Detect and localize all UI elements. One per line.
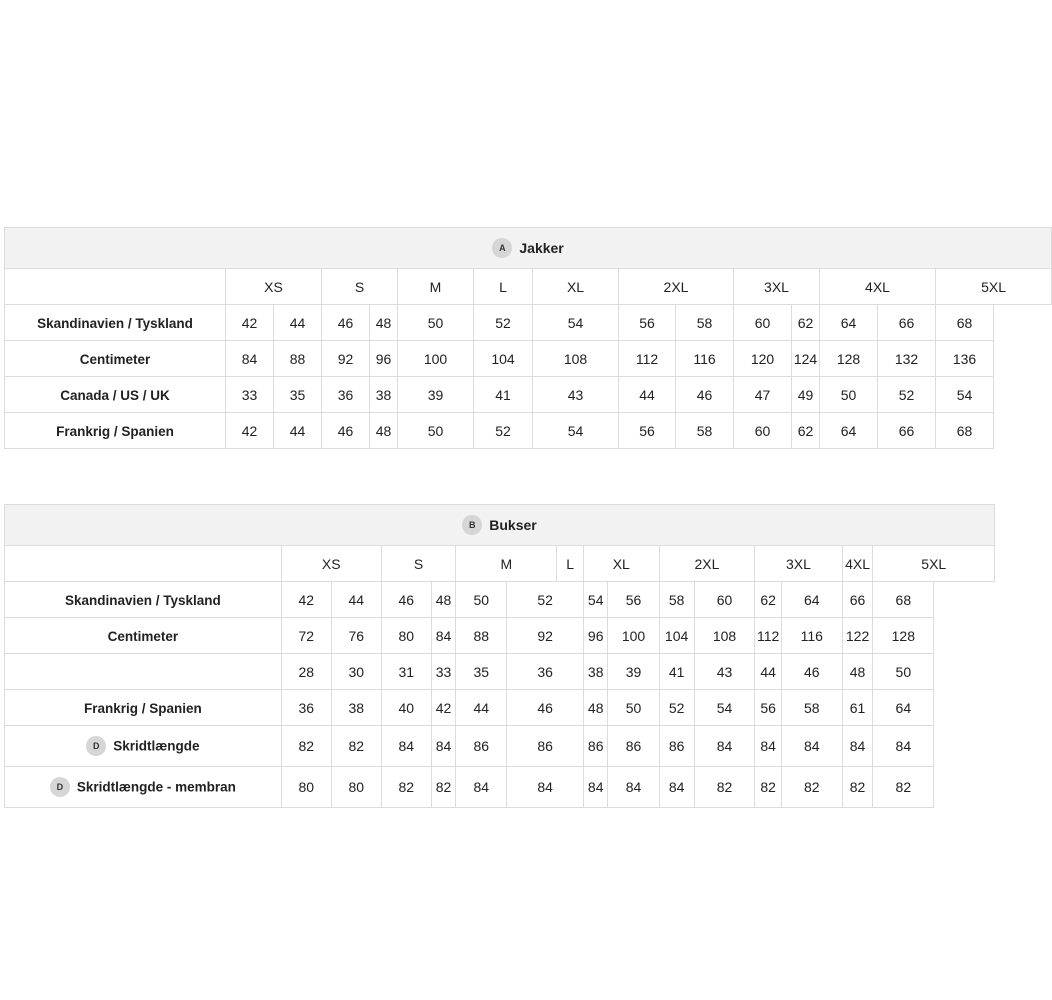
jakker-size-table bbox=[4, 227, 1052, 449]
table-cell: 64 bbox=[873, 690, 934, 726]
table-cell: 58 bbox=[676, 413, 734, 449]
size-header-xl: XL bbox=[583, 546, 659, 582]
table-cell: 124 bbox=[792, 341, 820, 377]
table-cell: 66 bbox=[878, 413, 936, 449]
header-empty-cell bbox=[5, 269, 226, 305]
section-badge-b: B bbox=[462, 515, 482, 535]
table-cell: 86 bbox=[507, 726, 584, 767]
table-cell: 54 bbox=[583, 582, 607, 618]
row-label bbox=[5, 767, 282, 808]
section-badge-a: A bbox=[492, 238, 512, 258]
table-cell: 68 bbox=[873, 582, 934, 618]
table-cell: 43 bbox=[694, 654, 755, 690]
table-cell: 104 bbox=[474, 341, 533, 377]
table-cell: 82 bbox=[873, 767, 934, 808]
table-cell: 46 bbox=[322, 413, 370, 449]
row-label bbox=[5, 341, 226, 377]
table-cell: 43 bbox=[533, 377, 619, 413]
size-header-xs: XS bbox=[226, 269, 322, 305]
table-cell: 80 bbox=[331, 767, 381, 808]
table-cell: 116 bbox=[781, 618, 842, 654]
table-cell: 48 bbox=[431, 582, 455, 618]
table-cell: 68 bbox=[936, 305, 994, 341]
row-label-text: Skandinavien / Tyskland bbox=[64, 592, 221, 608]
jakker-rows bbox=[5, 305, 1052, 449]
table-cell: 66 bbox=[842, 582, 873, 618]
table-cell: 84 bbox=[226, 341, 274, 377]
table-cell: 48 bbox=[583, 690, 607, 726]
table-cell: 92 bbox=[507, 618, 584, 654]
size-header-xs: XS bbox=[281, 546, 381, 582]
table-cell: 112 bbox=[619, 341, 676, 377]
jakker-title: Jakker bbox=[519, 240, 564, 256]
table-cell: 92 bbox=[322, 341, 370, 377]
table-cell: 108 bbox=[533, 341, 619, 377]
table-cell: 30 bbox=[331, 654, 381, 690]
table-row bbox=[5, 654, 995, 690]
table-cell: 60 bbox=[694, 582, 755, 618]
table-cell: 44 bbox=[456, 690, 507, 726]
table-cell: 52 bbox=[507, 582, 584, 618]
table-cell: 66 bbox=[878, 305, 936, 341]
table-cell: 96 bbox=[370, 341, 398, 377]
table-cell: 116 bbox=[676, 341, 734, 377]
table-cell: 80 bbox=[281, 767, 331, 808]
row-label bbox=[5, 413, 226, 449]
table-cell: 84 bbox=[694, 726, 755, 767]
table-cell: 58 bbox=[676, 305, 734, 341]
table-cell: 104 bbox=[659, 618, 694, 654]
table-cell: 128 bbox=[873, 618, 934, 654]
size-header-3xl: 3XL bbox=[755, 546, 842, 582]
row-label bbox=[5, 690, 282, 726]
table-cell: 38 bbox=[583, 654, 607, 690]
table-cell: 42 bbox=[431, 690, 455, 726]
table-cell: 36 bbox=[322, 377, 370, 413]
row-label-text: Frankrig / Spanien bbox=[83, 700, 202, 716]
table-cell: 56 bbox=[619, 413, 676, 449]
table-cell: 88 bbox=[456, 618, 507, 654]
table-cell: 82 bbox=[842, 767, 873, 808]
table-cell: 56 bbox=[608, 582, 659, 618]
table-cell: 39 bbox=[398, 377, 474, 413]
table-row bbox=[5, 413, 1052, 449]
bukser-rows bbox=[5, 582, 995, 808]
measure-badge-d: D bbox=[50, 777, 70, 797]
table-cell: 132 bbox=[878, 341, 936, 377]
table-cell: 58 bbox=[659, 582, 694, 618]
table-cell: 86 bbox=[583, 726, 607, 767]
table-cell: 54 bbox=[936, 377, 994, 413]
jakker-title-bar bbox=[5, 228, 1052, 269]
table-cell: 61 bbox=[842, 690, 873, 726]
row-label-text: Canada / US / UK bbox=[60, 387, 170, 403]
table-cell: 62 bbox=[792, 305, 820, 341]
table-cell: 54 bbox=[694, 690, 755, 726]
table-cell: 108 bbox=[694, 618, 755, 654]
table-cell: 84 bbox=[431, 726, 455, 767]
table-cell: 60 bbox=[734, 413, 792, 449]
table-cell: 82 bbox=[431, 767, 455, 808]
table-cell: 38 bbox=[331, 690, 381, 726]
size-header-m: M bbox=[398, 269, 474, 305]
table-row bbox=[5, 582, 995, 618]
table-cell: 28 bbox=[281, 654, 331, 690]
table-cell: 39 bbox=[608, 654, 659, 690]
table-row bbox=[5, 618, 995, 654]
table-cell: 50 bbox=[398, 413, 474, 449]
table-row bbox=[5, 690, 995, 726]
table-cell: 49 bbox=[792, 377, 820, 413]
table-cell: 82 bbox=[281, 726, 331, 767]
table-cell: 48 bbox=[842, 654, 873, 690]
table-cell: 56 bbox=[619, 305, 676, 341]
row-label-text: Skridtlængde bbox=[113, 738, 200, 754]
table-cell: 80 bbox=[381, 618, 431, 654]
row-label bbox=[5, 582, 282, 618]
table-cell: 52 bbox=[474, 413, 533, 449]
table-cell: 41 bbox=[474, 377, 533, 413]
table-cell: 96 bbox=[583, 618, 607, 654]
table-cell: 46 bbox=[507, 690, 584, 726]
table-cell: 52 bbox=[878, 377, 936, 413]
table-cell: 48 bbox=[370, 413, 398, 449]
table-cell: 47 bbox=[734, 377, 792, 413]
table-cell: 44 bbox=[274, 305, 322, 341]
size-header-5xl: 5XL bbox=[936, 269, 1052, 305]
table-cell: 52 bbox=[659, 690, 694, 726]
table-cell: 84 bbox=[659, 767, 694, 808]
table-cell: 112 bbox=[755, 618, 782, 654]
row-label-text: Centimeter bbox=[107, 628, 179, 644]
bukser-title-bar bbox=[5, 505, 995, 546]
row-label bbox=[5, 305, 226, 341]
size-header-l: L bbox=[557, 546, 584, 582]
size-header-s: S bbox=[322, 269, 398, 305]
row-label-text: Frankrig / Spanien bbox=[56, 423, 174, 439]
table-cell: 86 bbox=[456, 726, 507, 767]
table-cell: 46 bbox=[381, 582, 431, 618]
table-cell: 42 bbox=[226, 413, 274, 449]
row-label-text: Skandinavien / Tyskland bbox=[37, 315, 193, 331]
table-cell: 35 bbox=[274, 377, 322, 413]
size-header-2xl: 2XL bbox=[619, 269, 734, 305]
table-cell: 62 bbox=[792, 413, 820, 449]
table-cell: 33 bbox=[431, 654, 455, 690]
table-cell: 44 bbox=[331, 582, 381, 618]
table-cell: 33 bbox=[226, 377, 274, 413]
table-cell: 122 bbox=[842, 618, 873, 654]
row-label-text: Centimeter bbox=[79, 351, 151, 367]
table-cell: 84 bbox=[431, 618, 455, 654]
table-row bbox=[5, 726, 995, 767]
bukser-title: Bukser bbox=[489, 517, 537, 533]
table-cell: 128 bbox=[820, 341, 878, 377]
table-cell: 86 bbox=[608, 726, 659, 767]
header-empty-cell bbox=[5, 546, 282, 582]
table-cell: 84 bbox=[507, 767, 584, 808]
table-cell: 35 bbox=[456, 654, 507, 690]
row-label-text: Skridtlængde - membran bbox=[76, 779, 236, 795]
size-header-5xl: 5XL bbox=[873, 546, 995, 582]
size-header-2xl: 2XL bbox=[659, 546, 755, 582]
table-cell: 68 bbox=[936, 413, 994, 449]
table-cell: 44 bbox=[755, 654, 782, 690]
table-row bbox=[5, 767, 995, 808]
table-cell: 82 bbox=[381, 767, 431, 808]
table-cell: 62 bbox=[755, 582, 782, 618]
table-cell: 48 bbox=[370, 305, 398, 341]
table-row bbox=[5, 377, 1052, 413]
table-cell: 84 bbox=[608, 767, 659, 808]
size-header-s: S bbox=[381, 546, 455, 582]
table-cell: 100 bbox=[608, 618, 659, 654]
table-cell: 84 bbox=[873, 726, 934, 767]
table-row bbox=[5, 305, 1052, 341]
table-cell: 46 bbox=[676, 377, 734, 413]
table-cell: 72 bbox=[281, 618, 331, 654]
table-cell: 56 bbox=[755, 690, 782, 726]
table-cell: 31 bbox=[381, 654, 431, 690]
table-cell: 41 bbox=[659, 654, 694, 690]
bukser-size-table bbox=[4, 504, 995, 808]
size-header-3xl: 3XL bbox=[734, 269, 820, 305]
table-cell: 64 bbox=[781, 582, 842, 618]
table-cell: 82 bbox=[755, 767, 782, 808]
table-cell: 82 bbox=[331, 726, 381, 767]
table-cell: 50 bbox=[873, 654, 934, 690]
size-header-l: L bbox=[474, 269, 533, 305]
table-cell: 50 bbox=[608, 690, 659, 726]
table-cell: 50 bbox=[398, 305, 474, 341]
size-header-4xl: 4XL bbox=[842, 546, 873, 582]
row-label bbox=[5, 654, 282, 690]
table-cell: 52 bbox=[474, 305, 533, 341]
table-cell: 44 bbox=[274, 413, 322, 449]
row-label bbox=[5, 726, 282, 767]
table-cell: 84 bbox=[583, 767, 607, 808]
table-cell: 84 bbox=[456, 767, 507, 808]
table-cell: 44 bbox=[619, 377, 676, 413]
table-cell: 88 bbox=[274, 341, 322, 377]
table-cell: 136 bbox=[936, 341, 994, 377]
table-cell: 46 bbox=[322, 305, 370, 341]
table-cell: 54 bbox=[533, 413, 619, 449]
row-label bbox=[5, 377, 226, 413]
table-cell: 120 bbox=[734, 341, 792, 377]
table-cell: 60 bbox=[734, 305, 792, 341]
table-cell: 64 bbox=[820, 413, 878, 449]
table-cell: 36 bbox=[281, 690, 331, 726]
table-cell: 64 bbox=[820, 305, 878, 341]
table-cell: 50 bbox=[820, 377, 878, 413]
table-cell: 100 bbox=[398, 341, 474, 377]
table-row bbox=[5, 341, 1052, 377]
table-cell: 38 bbox=[370, 377, 398, 413]
table-cell: 54 bbox=[533, 305, 619, 341]
table-cell: 36 bbox=[507, 654, 584, 690]
table-cell: 82 bbox=[781, 767, 842, 808]
table-cell: 76 bbox=[331, 618, 381, 654]
table-cell: 84 bbox=[842, 726, 873, 767]
measure-badge-d: D bbox=[86, 736, 106, 756]
size-header-xl: XL bbox=[533, 269, 619, 305]
table-cell: 42 bbox=[226, 305, 274, 341]
table-cell: 84 bbox=[755, 726, 782, 767]
size-header-m: M bbox=[456, 546, 557, 582]
table-cell: 58 bbox=[781, 690, 842, 726]
table-cell: 82 bbox=[694, 767, 755, 808]
table-cell: 46 bbox=[781, 654, 842, 690]
table-cell: 42 bbox=[281, 582, 331, 618]
table-cell: 86 bbox=[659, 726, 694, 767]
size-header-4xl: 4XL bbox=[820, 269, 936, 305]
table-cell: 84 bbox=[381, 726, 431, 767]
table-cell: 50 bbox=[456, 582, 507, 618]
table-cell: 84 bbox=[781, 726, 842, 767]
table-cell: 40 bbox=[381, 690, 431, 726]
row-label bbox=[5, 618, 282, 654]
